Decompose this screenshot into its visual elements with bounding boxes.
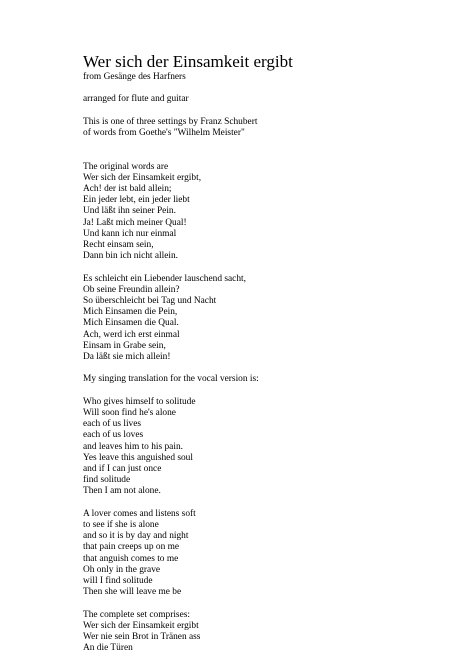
verse-line: Da läßt sie mich allein! [83,352,171,363]
verse-line: Und läßt ihn seiner Pein. [83,206,176,217]
spacer [83,386,423,397]
verse-line: Es schleicht ein Liebender lauschend sacht, [83,273,246,284]
verse-line: each of us loves [83,430,144,441]
verse-line: and if I can just once [83,464,162,475]
document-title: Wer sich der Einsamkeit ergibt [83,52,293,71]
intro-line: of words from Goethe's "Wilhelm Meister" [83,127,245,138]
original-stanza-1 [83,173,423,263]
spacer [83,363,423,374]
verse-line: Recht einsam sein, [83,240,154,250]
verse-line: that pain creeps up on me [83,542,180,553]
original-stanza-2 [83,274,423,364]
verse-line: and leaves him to his pain. [83,441,183,452]
document-subtitle: from Gesänge des Harfners [83,72,186,82]
verse-line: Mich Einsamen die Qual. [83,318,179,329]
verse-line: each of us lives [83,419,142,430]
verse-line: Ein jeder lebt, ein jeder liebt [83,195,190,206]
verse-line: A lover comes and listens soft [83,508,196,519]
verse-line: Dann bin ich nicht allein. [83,251,179,262]
verse-line: Wer sich der Einsamkeit ergibt, [83,172,202,183]
verse-line: Will soon find he's alone [83,408,176,418]
translation-stanza-2 [83,509,423,599]
intro-paragraph [83,117,423,139]
verse-line: Ach! der ist bald allein; [83,183,172,194]
translation-stanza-1 [83,397,423,498]
spacer [83,139,423,161]
original-heading: The original words are [83,161,169,172]
spacer [83,262,423,273]
verse-line: find solitude [83,475,131,486]
verse-line: Ach, werd ich erst einmal [83,329,180,340]
set-item: Wer nie sein Brot in Tränen ass [83,632,201,643]
verse-line: Ja! Laßt mich meiner Qual! [83,217,187,228]
verse-line: to see if she is alone [83,520,159,531]
verse-line: Yes leave this anguished soul [83,452,193,463]
translation-heading: My singing translation for the vocal version is: [83,374,259,385]
verse-line: Ob seine Freundin allein? [83,284,180,295]
spacer [83,83,423,94]
verse-line: Who gives himself to solitude [83,396,196,407]
intro-line: This is one of three settings by Franz Schubert [83,116,258,127]
verse-line: will I find solitude [83,576,153,587]
verse-line: Und kann ich nur einmal [83,228,177,239]
verse-line: Mich Einsamen die Pein, [83,307,178,318]
verse-line: Then I am not alone. [83,486,161,497]
verse-line: that anguish comes to me [83,553,179,564]
verse-line: So überschleicht bei Tag und Nacht [83,296,217,306]
verse-line: and so it is by day and night [83,531,189,542]
spacer [83,498,423,509]
arrangement-note: arranged for flute and guitar [83,94,189,105]
document-page [83,52,423,654]
spacer [83,106,423,117]
set-item: Wer sich der Einsamkeit ergibt [83,620,199,631]
spacer [83,598,423,609]
set-list [83,621,423,654]
verse-line: Then she will leave me be [83,587,182,598]
verse-line: Oh only in the grave [83,564,161,575]
set-heading: The complete set comprises: [83,609,190,620]
verse-line: Einsam in Grabe sein, [83,340,166,351]
set-item: An die Türen [83,643,133,654]
